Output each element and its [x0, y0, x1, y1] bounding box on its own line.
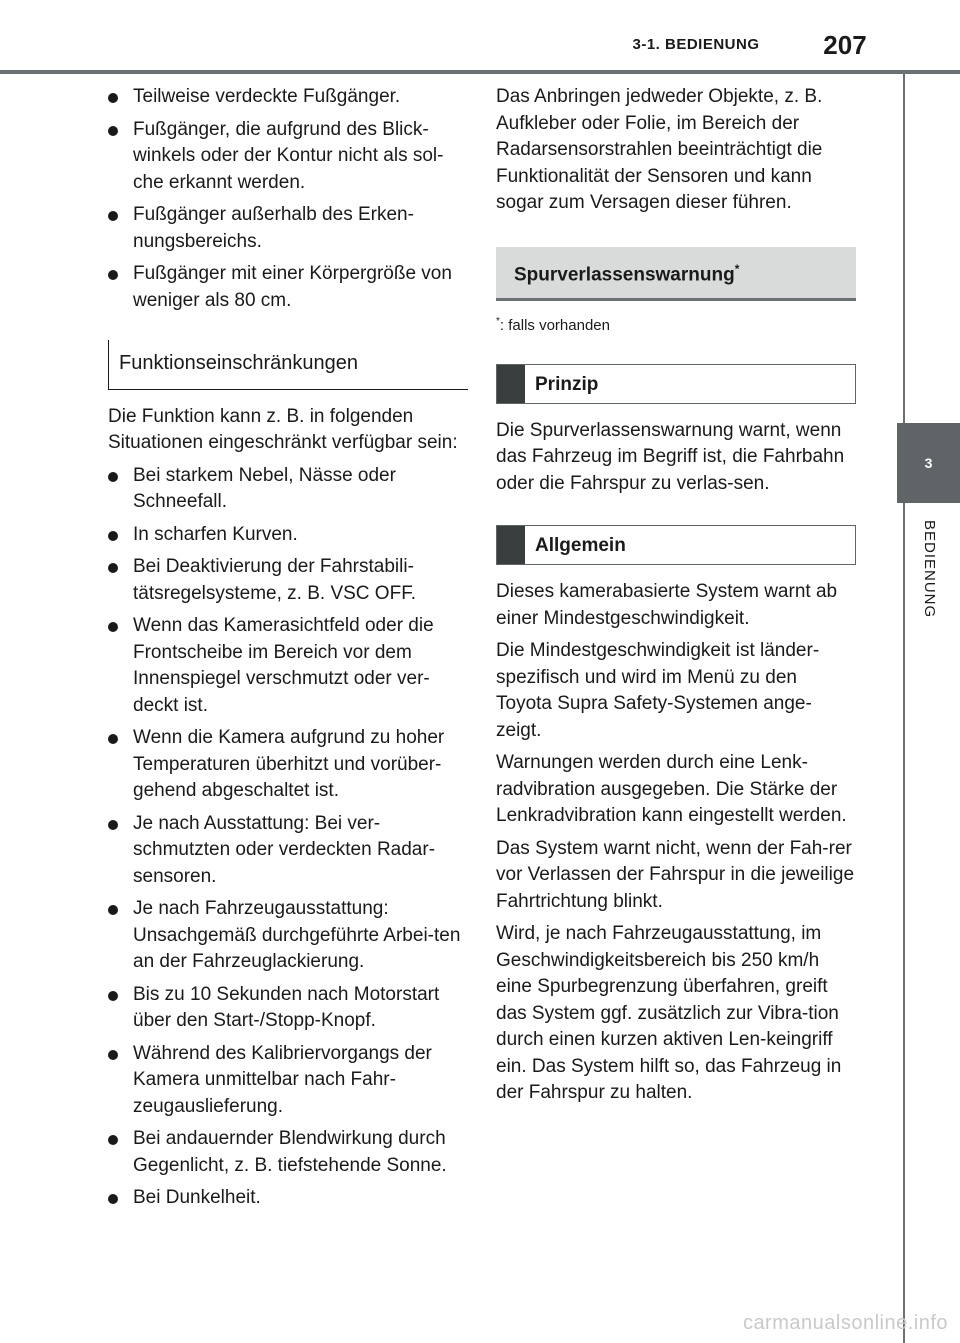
allgemein-paragraph: Das System warnt nicht, wenn der Fah-rer vor Verlassen der Fahrspur in die jeweilige Fahrtrichtung blinkt.: [496, 837, 855, 912]
bullet-icon: [108, 270, 118, 280]
list-item: Teilweise verdeckte Fußgänger.: [108, 84, 468, 111]
list-item: Fußgänger, die aufgrund des Blick-winkels oder der Kontur nicht als sol-che erkannt werden.: [108, 117, 468, 197]
watermark: carmanualsonline.info: [742, 1312, 948, 1334]
list-item: Während des Kalibriervorgangs der Kamera unmittelbar nach Fahr-zeugauslieferung.: [108, 1041, 468, 1121]
running-header-section: 3-1. BEDIENUNG: [632, 36, 760, 53]
intro-paragraph: Die Funktion kann z. B. in folgenden Situationen eingeschränkt verfügbar sein:: [108, 405, 458, 453]
bullet-icon: [108, 93, 118, 103]
list-item: Je nach Fahrzeugausstattung: Unsachgemäß durchgeführte Arbei-ten an der Fahrzeuglackierung.: [108, 896, 468, 976]
subheading-allgemein: Allgemein: [496, 525, 856, 565]
chapter-label: BEDIENUNG: [921, 520, 938, 619]
allgemein-paragraph: Die Mindestgeschwindigkeit ist länder-spezifisch und wird im Menü zu den Toyota Supra Safety-Systemen ange-zeigt.: [496, 640, 820, 741]
list-item: Bei Deaktivierung der Fahrstabili-tätsregelsysteme, z. B. VSC OFF.: [108, 554, 468, 607]
chapter-tab: 3: [897, 423, 960, 503]
list-item: Wenn das Kamerasichtfeld oder die Frontscheibe im Bereich vor dem Innenspiegel verschmutzt oder ver-deckt ist.: [108, 613, 468, 719]
list-item: Bei starkem Nebel, Nässe oder Schneefall.: [108, 463, 468, 516]
intro-paragraph: Das Anbringen jedweder Objekte, z. B. Aufkleber oder Folie, im Bereich der Radarsensorstrahlen beeinträchtigt die Funktionalität der Sensoren und kann sogar zum Versagen dieser führen.: [496, 86, 823, 213]
right-column: [496, 84, 856, 1113]
bullet-icon: [108, 211, 118, 221]
prinzip-paragraph: Die Spurverlassenswarnung warnt, wenn das Fahrzeug im Begriff ist, die Fahrbahn oder die Fahrspur zu verlas-sen.: [496, 419, 845, 494]
footnote-marker: *: [734, 261, 740, 276]
list-item: Wenn die Kamera aufgrund zu hoher Temperaturen überhitzt und vorüber-gehend abgeschaltet ist.: [108, 725, 468, 805]
list-item: Bei Dunkelheit.: [108, 1185, 468, 1212]
heading-marker: [497, 365, 525, 403]
bullet-icon: [108, 1135, 118, 1145]
list-item: Bei andauernder Blendwirkung durch Gegenlicht, z. B. tiefstehende Sonne.: [108, 1126, 468, 1179]
bullet-icon: [108, 991, 118, 1001]
list-item: Fußgänger mit einer Körpergröße von weniger als 80 cm.: [108, 261, 468, 314]
left-column: [108, 84, 468, 1218]
allgemein-paragraph: Dieses kamerabasierte System warnt ab einer Mindestgeschwindigkeit.: [496, 581, 838, 629]
bullet-icon: [108, 820, 118, 830]
subheading-prinzip: Prinzip: [496, 364, 856, 404]
heading-marker: [497, 526, 525, 564]
page-number: 207: [823, 30, 867, 60]
bullet-icon: [108, 126, 118, 136]
section-heading-funktionseinschraenkungen: Funktionseinschränkungen: [108, 340, 468, 390]
bullet-icon: [108, 1194, 118, 1204]
bullet-icon: [108, 905, 118, 915]
bullet-icon: [108, 531, 118, 541]
bullet-icon: [108, 734, 118, 744]
header-rule: [0, 70, 960, 74]
side-divider: [903, 74, 905, 1343]
bullet-icon: [108, 563, 118, 573]
list-item: Fußgänger außerhalb des Erken-nungsbereichs.: [108, 202, 468, 255]
allgemein-paragraph: Wird, je nach Fahrzeugausstattung, im Geschwindigkeitsbereich bis 250 km/h eine Spurbegrenzung überfahren, greift das System ggf. zusätzlich zur Vibra-tion durch einen kurzen aktiven Len-keingriff ein. Das System hilft so, das Fahrzeug in der Fahrspur zu halten.: [496, 923, 842, 1104]
section-heading-spurverlassenswarnung: Spurverlassenswarnung*: [496, 247, 856, 302]
bullet-icon: [108, 1050, 118, 1060]
bullet-icon: [108, 622, 118, 632]
footnote: *: falls vorhanden: [496, 316, 610, 335]
list-item: Bis zu 10 Sekunden nach Motorstart über den Start-/Stopp-Knopf.: [108, 982, 468, 1035]
allgemein-paragraph: Warnungen werden durch eine Lenk-radvibration ausgegeben. Die Stärke der Lenkradvibration kann eingestellt werden.: [496, 752, 847, 827]
bullet-icon: [108, 472, 118, 482]
list-item: In scharfen Kurven.: [108, 522, 468, 549]
list-item: Je nach Ausstattung: Bei ver-schmutzten oder verdeckten Radar-sensoren.: [108, 811, 468, 891]
